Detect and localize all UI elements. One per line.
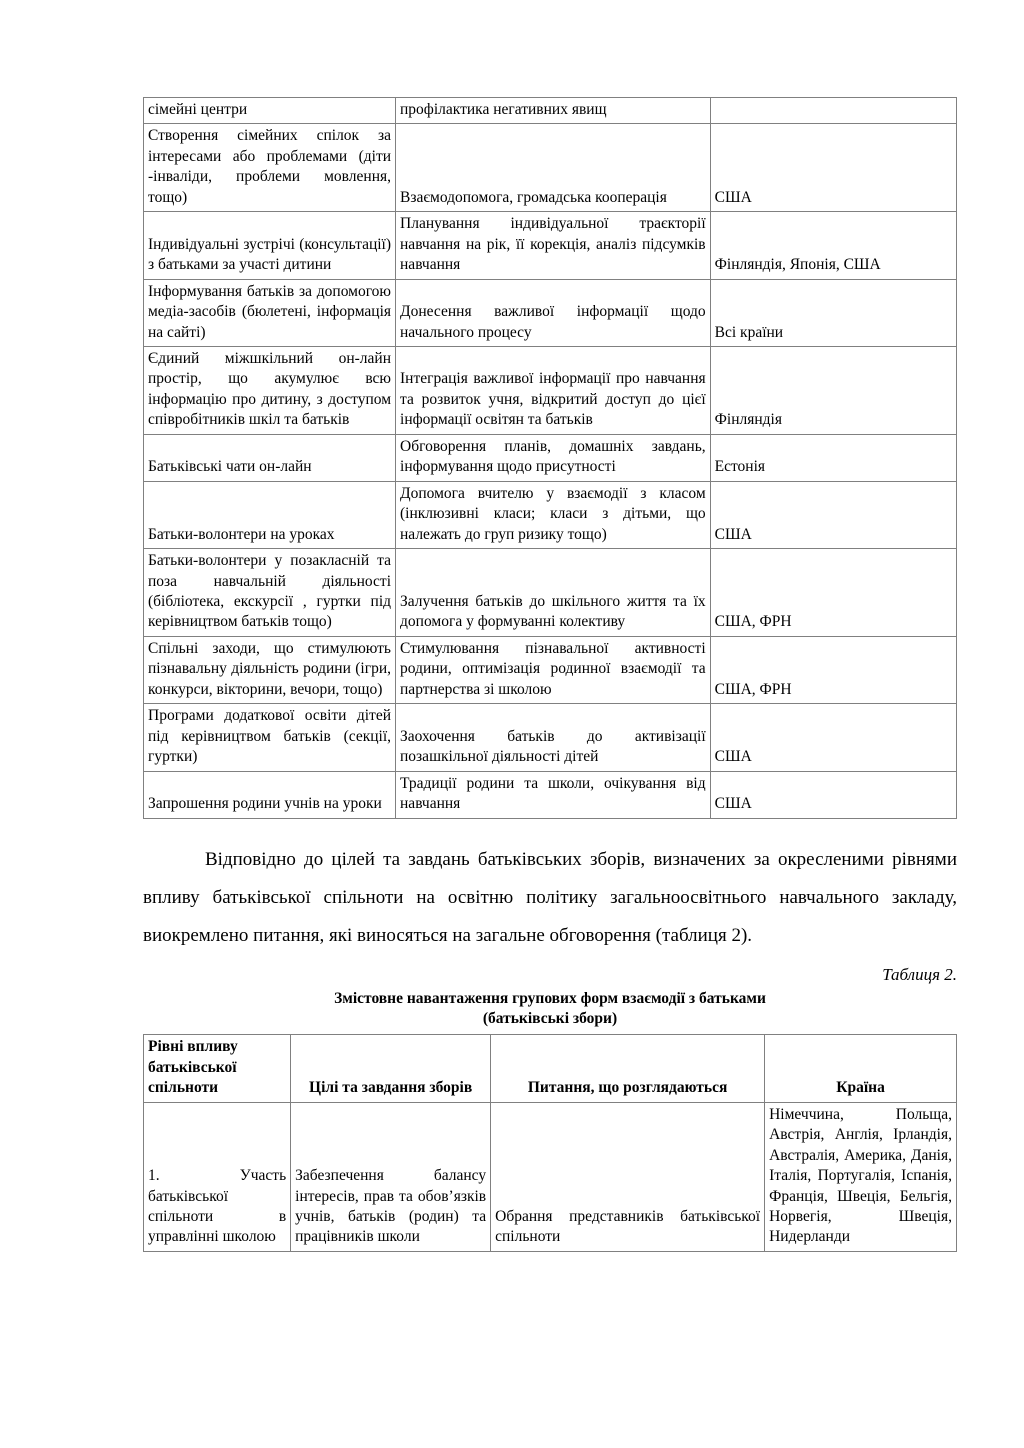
table2-title-line2: (батьківські збори) xyxy=(482,1010,618,1028)
table-cell-form: Індивідуальні зустрічі (консультації) з батьками за участі дитини xyxy=(144,212,396,279)
table-cell-purpose: Залучення батьків до шкільного життя та їх допомога у формуванні колективу xyxy=(396,549,711,637)
table-cell-level: 1. Участь батьківської спільноти в управлінні школою xyxy=(144,1102,291,1251)
table-row xyxy=(144,98,957,124)
table-cell-purpose: Допомога вчителю у взаємодії з класом (інклюзивні класи; класи з дітьми, що належать до груп ризику тощо) xyxy=(396,481,711,548)
table-cell-country: Німеччина, Польща, Австрія, Англія, Ірландія, Австралія, Америка, Данія, Італія, Португалія, Іспанія, Франція, Швеція, Бельгія, Норвегія, Швеція, Нидерланди xyxy=(765,1102,957,1251)
table-row xyxy=(144,481,957,548)
table-row xyxy=(144,212,957,279)
table-cell-purpose: Традиції родини та школи, очікування від навчання xyxy=(396,771,711,818)
header-levels: Рівні впливу батьківської спільноти xyxy=(144,1035,291,1102)
table-cell-purpose: Заохочення батьків до активізації позашкільної діяльності дітей xyxy=(396,704,711,771)
table-cell-purpose: Обговорення планів, домашніх завдань, інформування щодо присутності xyxy=(396,434,711,481)
header-questions: Питання, що розглядаються xyxy=(491,1035,765,1102)
table-cell-country: США xyxy=(710,704,956,771)
table-header-row xyxy=(144,1035,957,1102)
table-row xyxy=(144,434,957,481)
table-row xyxy=(144,346,957,434)
table-cell-country: США xyxy=(710,124,956,212)
table-cell-goals: Забезпечення балансу інтересів, прав та обов’язків учнів, батьків (родин) та працівників школи xyxy=(291,1102,491,1251)
table-cell-purpose: Планування індивідуальної траєкторії навчання на рік, її корекція, аналіз підсумків навчання xyxy=(396,212,711,279)
table-cell-purpose: Інтеграція важливої інформації про навчання та розвиток учня, відкритий доступ до цієї інформації освітян та батьків xyxy=(396,346,711,434)
body-paragraph: Відповідно до цілей та завдань батьківських зборів, визначених за окресленими рівнями впливу батьківської спільноти на освітню політику загальноосвітнього навчального закладу, виокремлено питання, які виносяться на загальне обговорення (таблиця 2). xyxy=(143,848,957,946)
table-cell-form: Програми додаткової освіти дітей під керівництвом батьків (секції, гуртки) xyxy=(144,704,396,771)
table-cell-form: Батьки-волонтери на уроках xyxy=(144,481,396,548)
table2-caption: Таблиця 2. xyxy=(882,964,957,984)
table-row xyxy=(144,636,957,703)
table-cell-country xyxy=(710,98,956,124)
table-row xyxy=(144,124,957,212)
table-cell-purpose: профілактика негативних явищ xyxy=(396,98,711,124)
table-row xyxy=(144,704,957,771)
forms-of-interaction-table xyxy=(143,97,957,819)
table-cell-country: Естонія xyxy=(710,434,956,481)
table-cell-form: Інформування батьків за допомогою медіа-засобів (бюлетені, інформація на сайті) xyxy=(144,279,396,346)
table-cell-country: США xyxy=(710,481,956,548)
table-row xyxy=(144,1102,957,1251)
table-cell-country: США xyxy=(710,771,956,818)
header-goals: Цілі та завдання зборів xyxy=(291,1035,491,1102)
table-cell-country: Всі країни xyxy=(710,279,956,346)
table-cell-form: Створення сімейних спілок за інтересами або проблемами (діти -інваліди, проблеми мовлення, тощо) xyxy=(144,124,396,212)
table-cell-form: Єдиний міжшкільний он-лайн простір, що акумулює всю інформацію про дитину, з доступом співробітників шкіл та батьків xyxy=(144,346,396,434)
table-cell-purpose: Взаємодопомога, громадська кооперація xyxy=(396,124,711,212)
table-cell-purpose: Стимулювання пізнавальної активності родини, оптимізація родинної взаємодії та партнерства зі школою xyxy=(396,636,711,703)
table-cell-form: Запрошення родини учнів на уроки xyxy=(144,771,396,818)
table-cell-form: Батьківські чати он-лайн xyxy=(144,434,396,481)
table-row xyxy=(144,279,957,346)
table2-title-line1: Змістовне навантаження групових форм взаємодії з батьками xyxy=(334,989,766,1007)
table-cell-form: Батьки-волонтери у позакласній та поза навчальній діяльності (бібліотека, екскурсії , гуртки під керівництвом батьків тощо) xyxy=(144,549,396,637)
table-row xyxy=(144,771,957,818)
parent-meetings-table xyxy=(143,1034,957,1252)
table-cell-purpose: Донесення важливої інформації щодо начального процесу xyxy=(396,279,711,346)
table-cell-form: сімейні центри xyxy=(144,98,396,124)
table-cell-questions: Обрання представників батьківської спільноти xyxy=(491,1102,765,1251)
table-cell-country: США, ФРН xyxy=(710,636,956,703)
header-country: Країна xyxy=(765,1035,957,1102)
table-cell-country: США, ФРН xyxy=(710,549,956,637)
table2-title xyxy=(143,989,957,1031)
table-row xyxy=(144,549,957,637)
table-cell-form: Спільні заходи, що стимулюють пізнавальну діяльність родини (ігри, конкурси, вікторини, вечори, тощо) xyxy=(144,636,396,703)
table-cell-country: Фінляндія, Японія, США xyxy=(710,212,956,279)
table-cell-country: Фінляндія xyxy=(710,346,956,434)
